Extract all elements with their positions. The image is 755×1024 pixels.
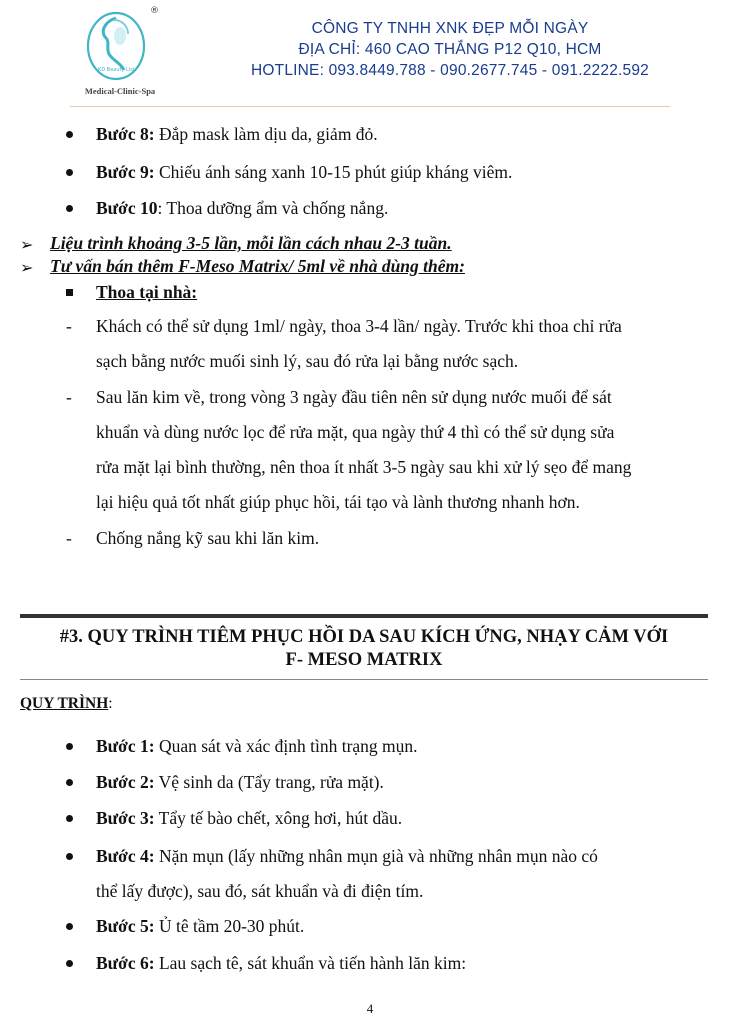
step-label: Bước 10 [96, 198, 158, 218]
dash-bullet: - [66, 387, 72, 407]
procedure-label-text: QUY TRÌNH [20, 695, 109, 712]
section-bottom-rule [20, 679, 708, 680]
square-bullet-icon [66, 289, 73, 296]
registered-mark: ® [150, 6, 159, 16]
step-text: Nặn mụn (lấy những nhân mụn già và những nhân mụn nào có [154, 846, 598, 866]
step-text-continued: thể lấy được), sau đó, sát khuẩn và đi điện tím. [96, 881, 424, 901]
section-title [20, 626, 708, 672]
company-address: ĐỊA CHỈ: 460 CAO THẮNG P12 Q10, HCM [298, 41, 602, 58]
step-label: Bước 3: [96, 808, 155, 828]
step-text: Ủ tê tầm 20-30 phút. [154, 916, 305, 936]
step-text: Tẩy tế bào chết, xông hơi, hút dầu. [154, 808, 403, 828]
company-logo [76, 8, 162, 96]
step-text: Vệ sinh da (Tẩy trang, rửa mặt). [154, 772, 384, 792]
bullet-icon [66, 131, 73, 138]
step-text: Chiếu ánh sáng xanh 10-15 phút giúp kháng viêm. [154, 162, 513, 182]
step-text: Lau sạch tê, sát khuẩn và tiến hành lăn kim: [154, 953, 467, 973]
paragraph-line: Chống nắng kỹ sau khi lăn kim. [96, 528, 320, 548]
step-label: Bước 9: [96, 162, 155, 182]
bullet-icon [66, 960, 73, 967]
company-name: CÔNG TY TNHH XNK ĐẸP MỖI NGÀY [311, 20, 589, 37]
section-top-rule [20, 614, 708, 618]
procedure-label-colon: : [108, 695, 113, 712]
bullet-icon [66, 923, 73, 930]
paragraph-line: Khách có thể sử dụng 1ml/ ngày, thoa 3-4 lần/ ngày. Trước khi thoa chỉ rửa [96, 316, 622, 336]
bullet-icon [66, 779, 73, 786]
home-care-title: Thoa tại nhà: [96, 282, 198, 302]
company-hotline: HOTLINE: 093.8449.788 - 090.2677.745 - 091.2222.592 [251, 62, 649, 79]
header-divider [70, 106, 670, 107]
step-label: Bước 5: [96, 916, 155, 936]
logo-emblem-icon [76, 8, 162, 88]
step-text: Quan sát và xác định tình trạng mụn. [154, 736, 418, 756]
company-info [200, 18, 700, 81]
note-text: Liệu trình khoảng 3-5 lần, mỗi lần cách nhau 2-3 tuần. [50, 233, 452, 253]
logo-text: KD Beauty Ltd [98, 67, 134, 73]
bullet-icon [66, 815, 73, 822]
logo-tagline: Medical-Clinic-Spa [84, 86, 156, 96]
paragraph-line: sạch bằng nước muối sinh lý, sau đó rửa lại bằng nước sạch. [96, 351, 519, 371]
paragraph-line: khuẩn và dùng nước lọc để rửa mặt, qua ngày thứ 4 thì có thể sử dụng sửa [96, 422, 615, 442]
bullet-icon [66, 169, 73, 176]
dash-bullet: - [66, 316, 72, 336]
step-text: : Thoa dưỡng ẩm và chống nắng. [157, 198, 389, 218]
step-label: Bước 8: [96, 124, 155, 144]
note-text: Tư vấn bán thêm F-Meso Matrix/ 5ml về nhà dùng thêm: [50, 256, 465, 276]
arrow-bullet-icon: ➢ [20, 235, 34, 254]
paragraph-line: Sau lăn kim về, trong vòng 3 ngày đầu tiên nên sử dụng nước muối để sát [96, 387, 612, 407]
bullet-icon [66, 853, 73, 860]
step-label: Bước 2: [96, 772, 155, 792]
section-title-line: F- MESO MATRIX [285, 650, 443, 670]
paragraph-line: rửa mặt lại bình thường, nên thoa ít nhất 3-5 ngày sau khi xử lý sẹo để mang [96, 457, 632, 477]
step-label: Bước 6: [96, 953, 155, 973]
section-title-line: #3. QUY TRÌNH TIÊM PHỤC HỒI DA SAU KÍCH ỨNG, NHẠY CẢM VỚI [59, 627, 669, 647]
arrow-bullet-icon: ➢ [20, 258, 34, 277]
step-text: Đắp mask làm dịu da, giảm đỏ. [154, 124, 378, 144]
bullet-icon [66, 205, 73, 212]
page-header [0, 0, 755, 110]
procedure-label [20, 695, 113, 713]
step-label: Bước 4: [96, 846, 155, 866]
dash-bullet: - [66, 528, 72, 548]
paragraph-line: lại hiệu quả tốt nhất giúp phục hồi, tái tạo và lành thương nhanh hơn. [96, 492, 580, 512]
bullet-icon [66, 743, 73, 750]
step-label: Bước 1: [96, 736, 155, 756]
page-number: 4 [366, 1001, 374, 1016]
